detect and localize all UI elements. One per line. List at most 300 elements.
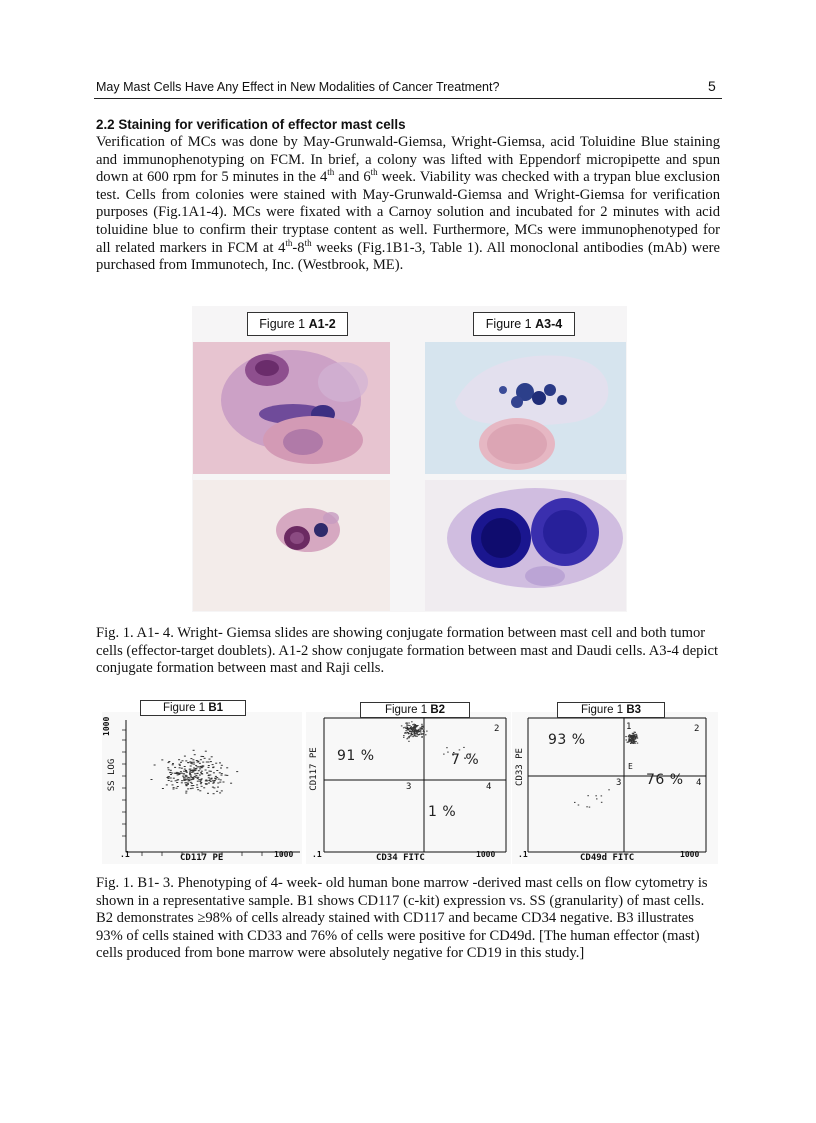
body-paragraph — [96, 134, 720, 275]
scatter-dot — [162, 788, 164, 789]
scatter-dot — [181, 773, 183, 774]
scatter-dot — [203, 787, 205, 788]
scatter-dot — [185, 775, 187, 776]
page-number: 5 — [708, 78, 716, 94]
section-heading: 2.2 Staining for verification of effector mast cells — [96, 117, 406, 132]
scatter-dot — [154, 765, 156, 766]
x-axis-label-b1: CD117 PE — [180, 853, 224, 863]
scatter-dot — [190, 788, 192, 789]
scatter-dot — [219, 782, 221, 783]
scatter-dot — [207, 793, 209, 794]
scatter-dot — [413, 733, 415, 734]
scatter-dot — [634, 743, 636, 744]
quadrant-percent-b2-q4: 1 % — [428, 804, 457, 820]
scatter-dot — [198, 766, 200, 767]
scatter-dot — [170, 781, 172, 782]
scatter-dot — [208, 765, 210, 766]
scatter-dot — [200, 780, 202, 781]
scatter-dot — [416, 725, 418, 726]
scatter-dot — [187, 783, 189, 784]
scatter-dot — [193, 762, 195, 763]
scatter-dot — [216, 770, 218, 771]
scatter-dot — [194, 754, 196, 755]
scatter-plot-b1 — [102, 712, 302, 864]
scatter-dot — [189, 774, 191, 775]
para-text: and 6 — [334, 169, 371, 186]
scatter-dot — [197, 781, 199, 782]
scatter-dot — [176, 788, 178, 789]
scatter-dot — [200, 783, 202, 784]
x-min-label-b1: .1 — [120, 850, 130, 859]
scatter-dot — [189, 772, 191, 773]
para-superscript: th — [370, 167, 378, 178]
scatter-dot — [629, 739, 631, 740]
scatter-dot — [172, 764, 174, 765]
figure-b1-label: Figure 1 B1 — [140, 700, 246, 716]
scatter-dot — [419, 728, 421, 729]
scatter-dot — [185, 770, 187, 771]
scatter-dot — [634, 735, 636, 736]
scatter-dot — [187, 777, 189, 778]
scatter-dot — [161, 759, 163, 760]
scatter-dot — [446, 747, 448, 748]
scatter-dot — [410, 728, 412, 729]
scatter-dot — [215, 779, 217, 780]
quadrant-number-b2-4: 4 — [486, 782, 492, 792]
scatter-dot — [578, 805, 580, 806]
scatter-dot — [633, 742, 635, 743]
scatter-dot — [212, 783, 214, 784]
scatter-dot — [199, 763, 201, 764]
scatter-dot — [236, 771, 238, 772]
scatter-dot — [459, 749, 461, 750]
scatter-dot — [186, 779, 188, 780]
scatter-dot — [416, 736, 418, 737]
scatter-dot — [202, 762, 204, 763]
scatter-dot — [187, 788, 189, 789]
para-superscript: th — [304, 237, 312, 248]
quadrant-percent-b2-q2: 7 % — [451, 752, 480, 768]
scatter-dot — [412, 727, 414, 728]
scatter-dot — [414, 727, 416, 728]
scatter-dot — [420, 730, 422, 731]
scatter-dot — [633, 734, 635, 735]
scatter-dot — [199, 790, 201, 791]
scatter-dot — [404, 733, 406, 734]
scatter-dot — [193, 768, 195, 769]
scatter-dot — [418, 729, 420, 730]
scatter-dot — [151, 779, 153, 780]
scatter-dot — [410, 731, 412, 732]
scatter-dot — [417, 731, 419, 732]
scatter-dot — [219, 762, 221, 763]
header-rule — [94, 98, 722, 99]
scatter-dot — [412, 730, 414, 731]
scatter-dot — [223, 782, 225, 783]
scatter-dot — [197, 789, 199, 790]
scatter-dot — [192, 770, 194, 771]
scatter-dot — [422, 728, 424, 729]
quadrant-percent-b3-q1: 93 % — [548, 732, 586, 748]
scatter-dot — [176, 782, 178, 783]
scatter-dot — [637, 743, 639, 744]
scatter-dot — [178, 773, 180, 774]
scatter-dot — [184, 766, 186, 767]
figure-b3-label: Figure 1 B3 — [557, 702, 665, 718]
scatter-dot — [421, 736, 423, 737]
scatter-dot — [216, 777, 218, 778]
scatter-dot — [186, 785, 188, 786]
quadrant-percent-b2-q1: 91 % — [337, 748, 375, 764]
scatter-dot — [403, 735, 405, 736]
scatter-dot — [190, 776, 192, 777]
scatter-dot — [408, 741, 410, 742]
scatter-dot — [423, 730, 425, 731]
scatter-dot — [183, 773, 185, 774]
scatter-dot — [221, 773, 223, 774]
scatter-dot — [422, 733, 424, 734]
scatter-dot — [586, 806, 588, 807]
scatter-dot — [420, 729, 422, 730]
scatter-dot — [177, 786, 179, 787]
figure-b-caption: Fig. 1. B1- 3. Phenotyping of 4- week- old human bone marrow -derived mast cells on flow cytometry is shown in a representative sample. B1 shows CD117 (c-kit) expression vs. SS (granularity) of mast cells. B2 demonstrates ≥98% of cells already stained with CD117 and became CD34 negative. B3 illustrates 93% of cells stained with CD33 and 76% of cells were positive for CD49d. [The human effector (mast) cells produced from bone marrow were absolutely negative for CD19 in this study.] — [96, 875, 708, 962]
scatter-dot — [200, 766, 202, 767]
scatter-dot — [631, 742, 633, 743]
scatter-dot — [443, 754, 445, 755]
scatter-dot — [195, 777, 197, 778]
scatter-dot — [608, 789, 610, 790]
scatter-dot — [185, 777, 187, 778]
scatter-dot — [193, 764, 195, 765]
scatter-dot — [634, 741, 636, 742]
scatter-dot — [170, 770, 172, 771]
scatter-dot — [190, 770, 192, 771]
running-header-title: May Mast Cells Have Any Effect in New Modalities of Cancer Treatment? — [96, 80, 500, 94]
scatter-dot — [422, 726, 424, 727]
scatter-dot — [226, 767, 228, 768]
scatter-dot — [183, 771, 185, 772]
scatter-dot — [182, 776, 184, 777]
scatter-dot — [221, 790, 223, 791]
scatter-dot — [187, 778, 189, 779]
x-axis-label-b2: CD34 FITC — [376, 853, 425, 863]
scatter-dot — [202, 766, 204, 767]
x-max-label-b3: 1000 — [680, 850, 700, 859]
scatter-dot — [215, 776, 217, 777]
scatter-dot — [184, 782, 186, 783]
scatter-dot — [192, 777, 194, 778]
scatter-dot — [209, 771, 211, 772]
scatter-dot — [630, 737, 632, 738]
scatter-dot — [173, 778, 175, 779]
scatter-dot — [210, 761, 212, 762]
scatter-dot — [627, 742, 629, 743]
scatter-dot — [403, 737, 405, 738]
scatter-dot — [205, 770, 207, 771]
quadrant-number-b3-1: 1 — [626, 722, 632, 732]
scatter-dot — [179, 764, 181, 765]
scatter-dot — [208, 775, 210, 776]
scatter-dot — [170, 778, 172, 779]
scatter-dot — [173, 787, 175, 788]
scatter-dot — [213, 782, 215, 783]
scatter-plot-b3 — [512, 712, 718, 864]
scatter-dot — [200, 782, 202, 783]
scatter-dot — [636, 736, 638, 737]
scatter-dot — [595, 795, 597, 796]
para-text: week. Viability was checked with a trypan blue exclusion test. Cells from colonies were stained with May-Grunwald-Giemsa and Wright-Giemsa for verification purposes (Fig.1A1-4). MCs were fixated with a Carnoy solution and incubated for 2 minutes with acid toluidine blue to confirm their tryptase content as well. Furthermore, MCs were immunophenotyped for all related markers in FCM at 4 — [96, 169, 720, 256]
scatter-dot — [184, 756, 186, 757]
scatter-dot — [195, 775, 197, 776]
scatter-dot — [213, 772, 215, 773]
scatter-dot — [420, 732, 422, 733]
scatter-dot — [406, 738, 408, 739]
scatter-dot — [423, 731, 425, 732]
scatter-dot — [230, 783, 232, 784]
scatter-dot — [208, 777, 210, 778]
x-max-label-b1: 1000 — [274, 850, 294, 859]
quadrant-number-b2-2: 2 — [494, 724, 500, 734]
scatter-dot — [192, 788, 194, 789]
scatter-dot — [414, 730, 416, 731]
scatter-dot — [219, 792, 221, 793]
scatter-dot — [199, 775, 201, 776]
scatter-dot — [225, 775, 227, 776]
scatter-dot — [198, 770, 200, 771]
y-axis-label-b1: SS LOG — [107, 758, 117, 792]
scatter-dot — [187, 784, 189, 785]
scatter-dot — [209, 759, 211, 760]
quadrant-number-b3-2: 2 — [694, 724, 700, 734]
scatter-dot — [185, 791, 187, 792]
y-axis-label-b2: CD117 PE — [309, 747, 319, 791]
flow-panel-b3 — [512, 712, 718, 864]
scatter-dot — [196, 760, 198, 761]
scatter-dot — [220, 779, 222, 780]
scatter-dot — [411, 729, 413, 730]
scatter-dot — [194, 773, 196, 774]
scatter-dot — [214, 780, 216, 781]
scatter-dot — [201, 771, 203, 772]
para-superscript: th — [285, 237, 293, 248]
scatter-dot — [197, 777, 199, 778]
scatter-dot — [631, 735, 633, 736]
scatter-dot — [217, 787, 219, 788]
scatter-dot — [190, 769, 192, 770]
x-min-label-b3: .1 — [518, 850, 528, 859]
scatter-dot — [195, 770, 197, 771]
scatter-dot — [220, 768, 222, 769]
scatter-dot — [192, 779, 194, 780]
x-axis-label-b3: CD49d FITC — [580, 853, 635, 863]
scatter-dot — [412, 734, 414, 735]
figure-a-label-right: Figure 1 A3-4 — [473, 312, 575, 336]
scatter-dot — [180, 762, 182, 763]
scatter-dot — [421, 724, 423, 725]
scatter-dot — [426, 731, 428, 732]
scatter-dot — [197, 778, 199, 779]
quadrant-number-b2-3: 3 — [406, 782, 412, 792]
scatter-dot — [412, 728, 414, 729]
scatter-dot — [173, 789, 175, 790]
scatter-dot — [181, 768, 183, 769]
scatter-dot — [630, 741, 632, 742]
scatter-dot — [574, 802, 576, 803]
scatter-dot — [183, 777, 185, 778]
scatter-dot — [172, 763, 174, 764]
scatter-dot — [447, 752, 449, 753]
scatter-dot — [410, 736, 412, 737]
scatter-dot — [213, 767, 215, 768]
scatter-dot — [219, 772, 221, 773]
y-axis-label-b3: CD33 PE — [515, 748, 525, 786]
scatter-dot — [179, 767, 181, 768]
scatter-dot — [187, 762, 189, 763]
scatter-dot — [408, 736, 410, 737]
scatter-dot — [199, 768, 201, 769]
scatter-dot — [628, 742, 630, 743]
figure-a-caption: Fig. 1. A1- 4. Wright- Giemsa slides are showing conjugate formation between mast cell and both tumor cells (effector-target doublets). A1-2 show conjugate formation between mast and Daudi cells. A3-4 depict conjugate formation between mast and Raji cells. — [96, 625, 719, 677]
scatter-dot — [637, 738, 639, 739]
scatter-dot — [184, 769, 186, 770]
scatter-dot — [197, 762, 199, 763]
scatter-dot — [167, 767, 169, 768]
scatter-dot — [191, 783, 193, 784]
scatter-dot — [181, 782, 183, 783]
scatter-dot — [208, 780, 210, 781]
scatter-dot — [179, 765, 181, 766]
scatter-dot — [635, 741, 637, 742]
gate-letter-b3: E — [628, 762, 633, 771]
flow-panel-b1 — [102, 712, 302, 864]
scatter-dot — [596, 798, 598, 799]
y-max-label-b1: 1000 — [102, 716, 111, 736]
scatter-dot — [168, 762, 170, 763]
para-text: weeks (Fig.1B1-3, Table 1). All monoclonal antibodies (mAb) were purchased from Immunotech, Inc. (Westbrook, ME). — [96, 239, 720, 274]
scatter-dot — [226, 775, 228, 776]
scatter-dot — [418, 734, 420, 735]
scatter-dot — [626, 740, 628, 741]
scatter-dot — [200, 759, 202, 760]
scatter-dot — [589, 807, 591, 808]
scatter-dot — [211, 756, 213, 757]
para-text: Verification of MCs was done by May-Grunwald-Giemsa, Wright-Giemsa, acid Toluidine Blue staining and immunophenotyping on FCM. In brief, a colony was lifted with Eppendorf micropipette and spun down at 600 rpm for 5 minutes in the 4 — [96, 134, 720, 186]
scatter-dot — [631, 736, 633, 737]
scatter-dot — [211, 778, 213, 779]
scatter-dot — [197, 773, 199, 774]
figure-b2-label: Figure 1 B2 — [360, 702, 470, 718]
scatter-dot — [192, 759, 194, 760]
scatter-dot — [208, 762, 210, 763]
scatter-dot — [168, 776, 170, 777]
scatter-dot — [185, 793, 187, 794]
scatter-dot — [221, 765, 223, 766]
scatter-dot — [601, 802, 603, 803]
scatter-dot — [174, 767, 176, 768]
scatter-dot — [174, 773, 176, 774]
scatter-dot — [410, 734, 412, 735]
scatter-dot — [183, 780, 185, 781]
scatter-dot — [628, 738, 630, 739]
scatter-dot — [182, 760, 184, 761]
scatter-dot — [177, 772, 179, 773]
scatter-dot — [177, 779, 179, 780]
scatter-dot — [221, 775, 223, 776]
scatter-dot — [191, 785, 193, 786]
scatter-dot — [178, 759, 180, 760]
scatter-dot — [212, 787, 214, 788]
scatter-dot — [216, 791, 218, 792]
scatter-dot — [175, 780, 177, 781]
scatter-dot — [202, 756, 204, 757]
scatter-dot — [190, 758, 192, 759]
micrograph-a1 — [193, 342, 390, 474]
para-superscript: th — [327, 167, 335, 178]
scatter-dot — [180, 771, 182, 772]
scatter-dot — [206, 772, 208, 773]
scatter-dot — [210, 781, 212, 782]
scatter-dot — [217, 783, 219, 784]
micrograph-a3 — [425, 342, 626, 474]
scatter-dot — [205, 784, 207, 785]
scatter-dot — [188, 780, 190, 781]
scatter-dot — [212, 764, 214, 765]
scatter-dot — [168, 780, 170, 781]
scatter-dot — [412, 736, 414, 737]
scatter-dot — [168, 769, 170, 770]
scatter-dot — [632, 739, 634, 740]
scatter-dot — [587, 795, 589, 796]
scatter-dot — [208, 783, 210, 784]
scatter-dot — [190, 766, 192, 767]
figure-a-label-left: Figure 1 A1-2 — [247, 312, 348, 336]
scatter-dot — [407, 737, 409, 738]
scatter-dot — [185, 760, 187, 761]
scatter-dot — [196, 784, 198, 785]
scatter-dot — [463, 747, 465, 748]
scatter-dot — [415, 729, 417, 730]
x-min-label-b2: .1 — [312, 850, 322, 859]
scatter-dot — [169, 772, 171, 773]
flow-panel-b2 — [306, 712, 511, 864]
scatter-dot — [631, 738, 633, 739]
scatter-dot — [204, 758, 206, 759]
scatter-dot — [635, 739, 637, 740]
scatter-dot — [635, 737, 637, 738]
scatter-dot — [172, 784, 174, 785]
quadrant-number-b2-1: 1 — [404, 722, 410, 732]
scatter-dot — [401, 725, 403, 726]
scatter-dot — [191, 763, 193, 764]
scatter-dot — [171, 773, 173, 774]
scatter-dot — [166, 784, 168, 785]
scatter-dot — [625, 736, 627, 737]
scatter-dot — [208, 767, 210, 768]
scatter-dot — [422, 727, 424, 728]
scatter-dot — [206, 780, 208, 781]
x-max-label-b2: 1000 — [476, 850, 496, 859]
scatter-dot — [411, 721, 413, 722]
scatter-dot — [633, 737, 635, 738]
scatter-dot — [168, 761, 170, 762]
scatter-dot — [181, 780, 183, 781]
micrograph-a4 — [425, 480, 626, 611]
scatter-dot — [192, 772, 194, 773]
quadrant-percent-b3-q4: 76 % — [646, 772, 684, 788]
scatter-dot — [213, 793, 215, 794]
scatter-dot — [218, 779, 220, 780]
scatter-dot — [199, 781, 201, 782]
